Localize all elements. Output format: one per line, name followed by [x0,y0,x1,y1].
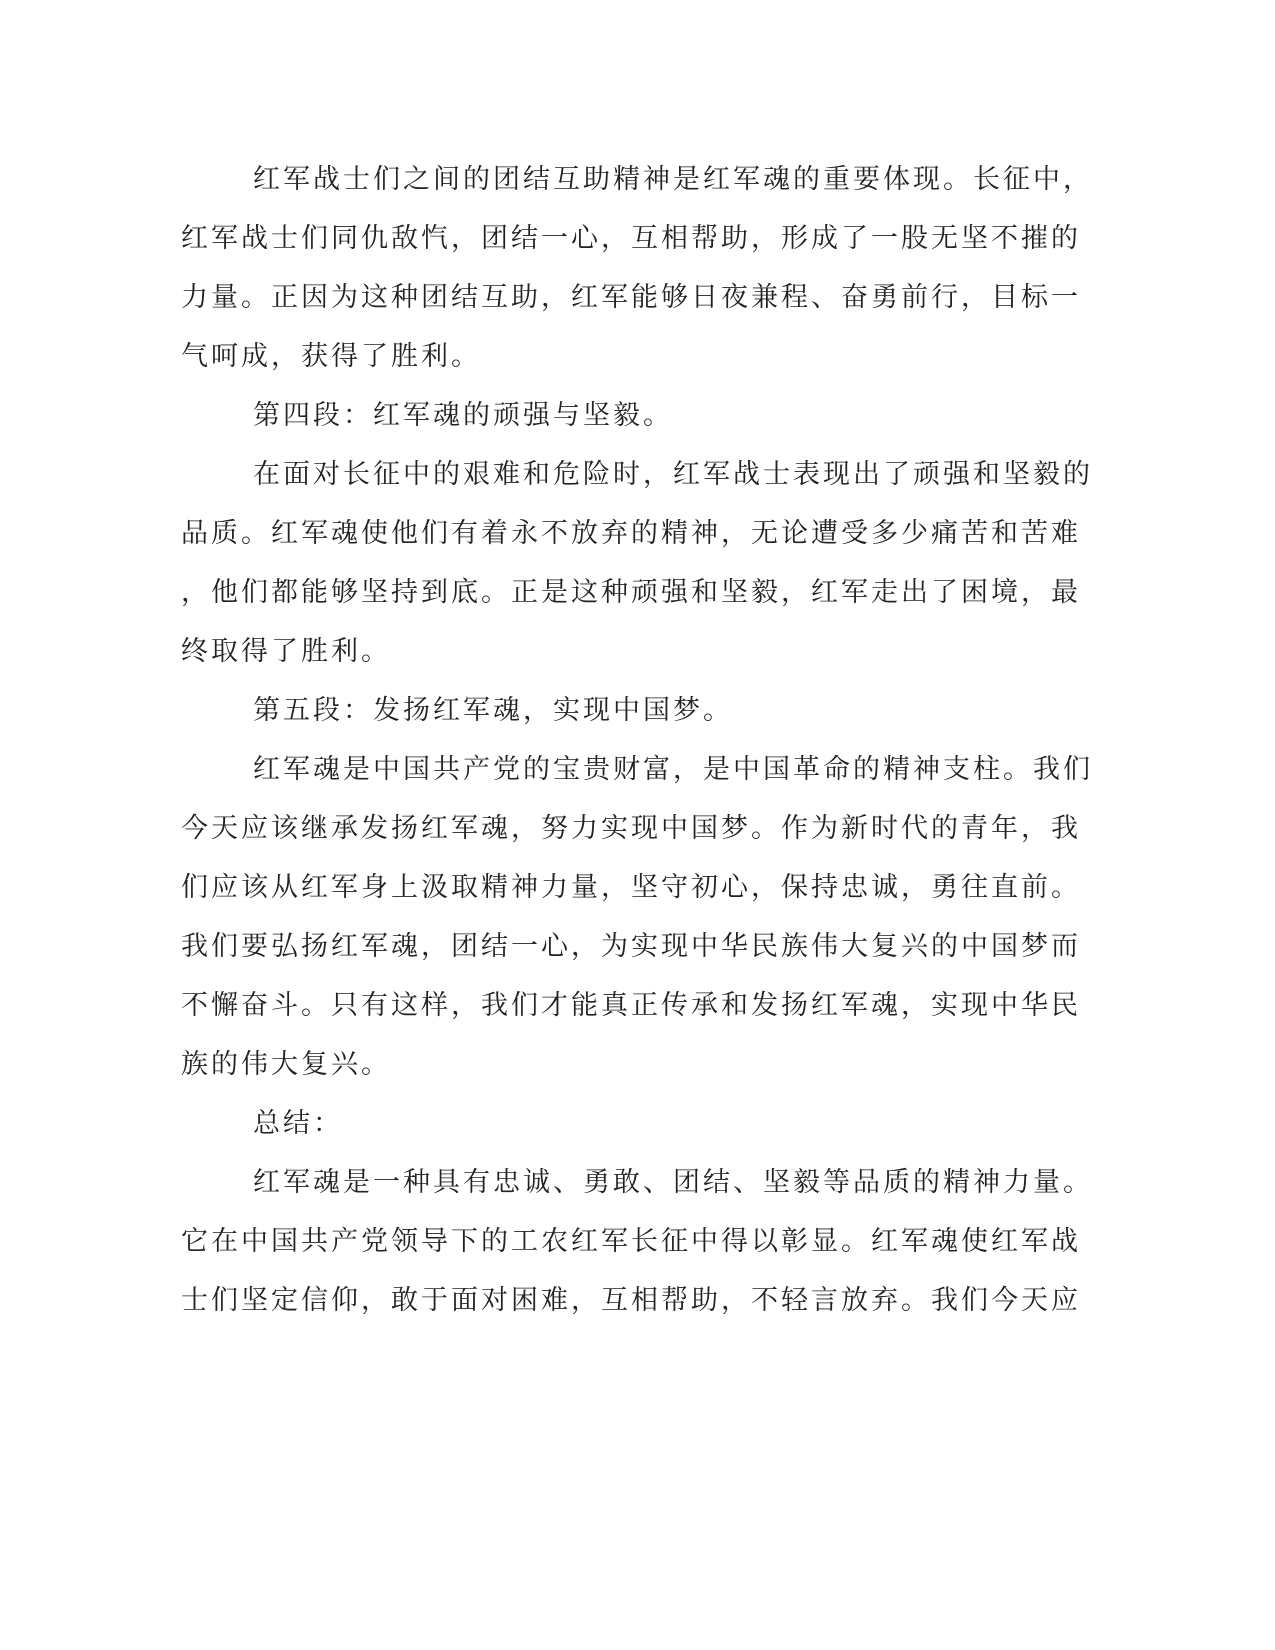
paragraph-line: 族的伟大复兴。 [181,1049,391,1080]
section-heading: 第四段：红军魂的顽强与坚毅。 [253,400,673,431]
section-heading: 总结： [253,1108,343,1139]
paragraph-line: 它在中国共产党领导下的工农红军长征中得以彰显。红军魂使红军战 [181,1226,1081,1257]
paragraph-line: 们应该从红军身上汲取精神力量，坚守初心，保持忠诚，勇往直前。 [181,872,1081,903]
paragraph-line: 在面对长征中的艰难和危险时，红军战士表现出了顽强和坚毅的 [253,459,1093,490]
paragraph-line: 力量。正因为这种团结互助，红军能够日夜兼程、奋勇前行，目标一 [181,282,1081,313]
document-body [181,150,1093,1330]
paragraph-line: 终取得了胜利。 [181,636,391,667]
paragraph-line: 气呵成，获得了胜利。 [181,341,481,372]
section-heading: 第五段：发扬红军魂，实现中国梦。 [253,695,733,726]
paragraph-line: 红军战士们之间的团结互助精神是红军魂的重要体现。长征中， [253,164,1093,195]
paragraph-line: 今天应该继承发扬红军魂，努力实现中国梦。作为新时代的青年，我 [181,813,1081,844]
paragraph-line: 品质。红军魂使他们有着永不放弃的精神，无论遭受多少痛苦和苦难 [181,518,1081,549]
paragraph-line: ，他们都能够坚持到底。正是这种顽强和坚毅，红军走出了困境，最 [181,577,1081,608]
paragraph-line: 我们要弘扬红军魂，团结一心，为实现中华民族伟大复兴的中国梦而 [181,931,1081,962]
paragraph-line: 红军魂是中国共产党的宝贵财富，是中国革命的精神支柱。我们 [253,754,1093,785]
paragraph-line: 红军战士们同仇敌忾，团结一心，互相帮助，形成了一股无坚不摧的 [181,223,1081,254]
paragraph-line: 不懈奋斗。只有这样，我们才能真正传承和发扬红军魂，实现中华民 [181,990,1081,1021]
paragraph-line: 士们坚定信仰，敢于面对困难，互相帮助，不轻言放弃。我们今天应 [181,1285,1081,1316]
paragraph-line: 红军魂是一种具有忠诚、勇敢、团结、坚毅等品质的精神力量。 [253,1167,1093,1198]
